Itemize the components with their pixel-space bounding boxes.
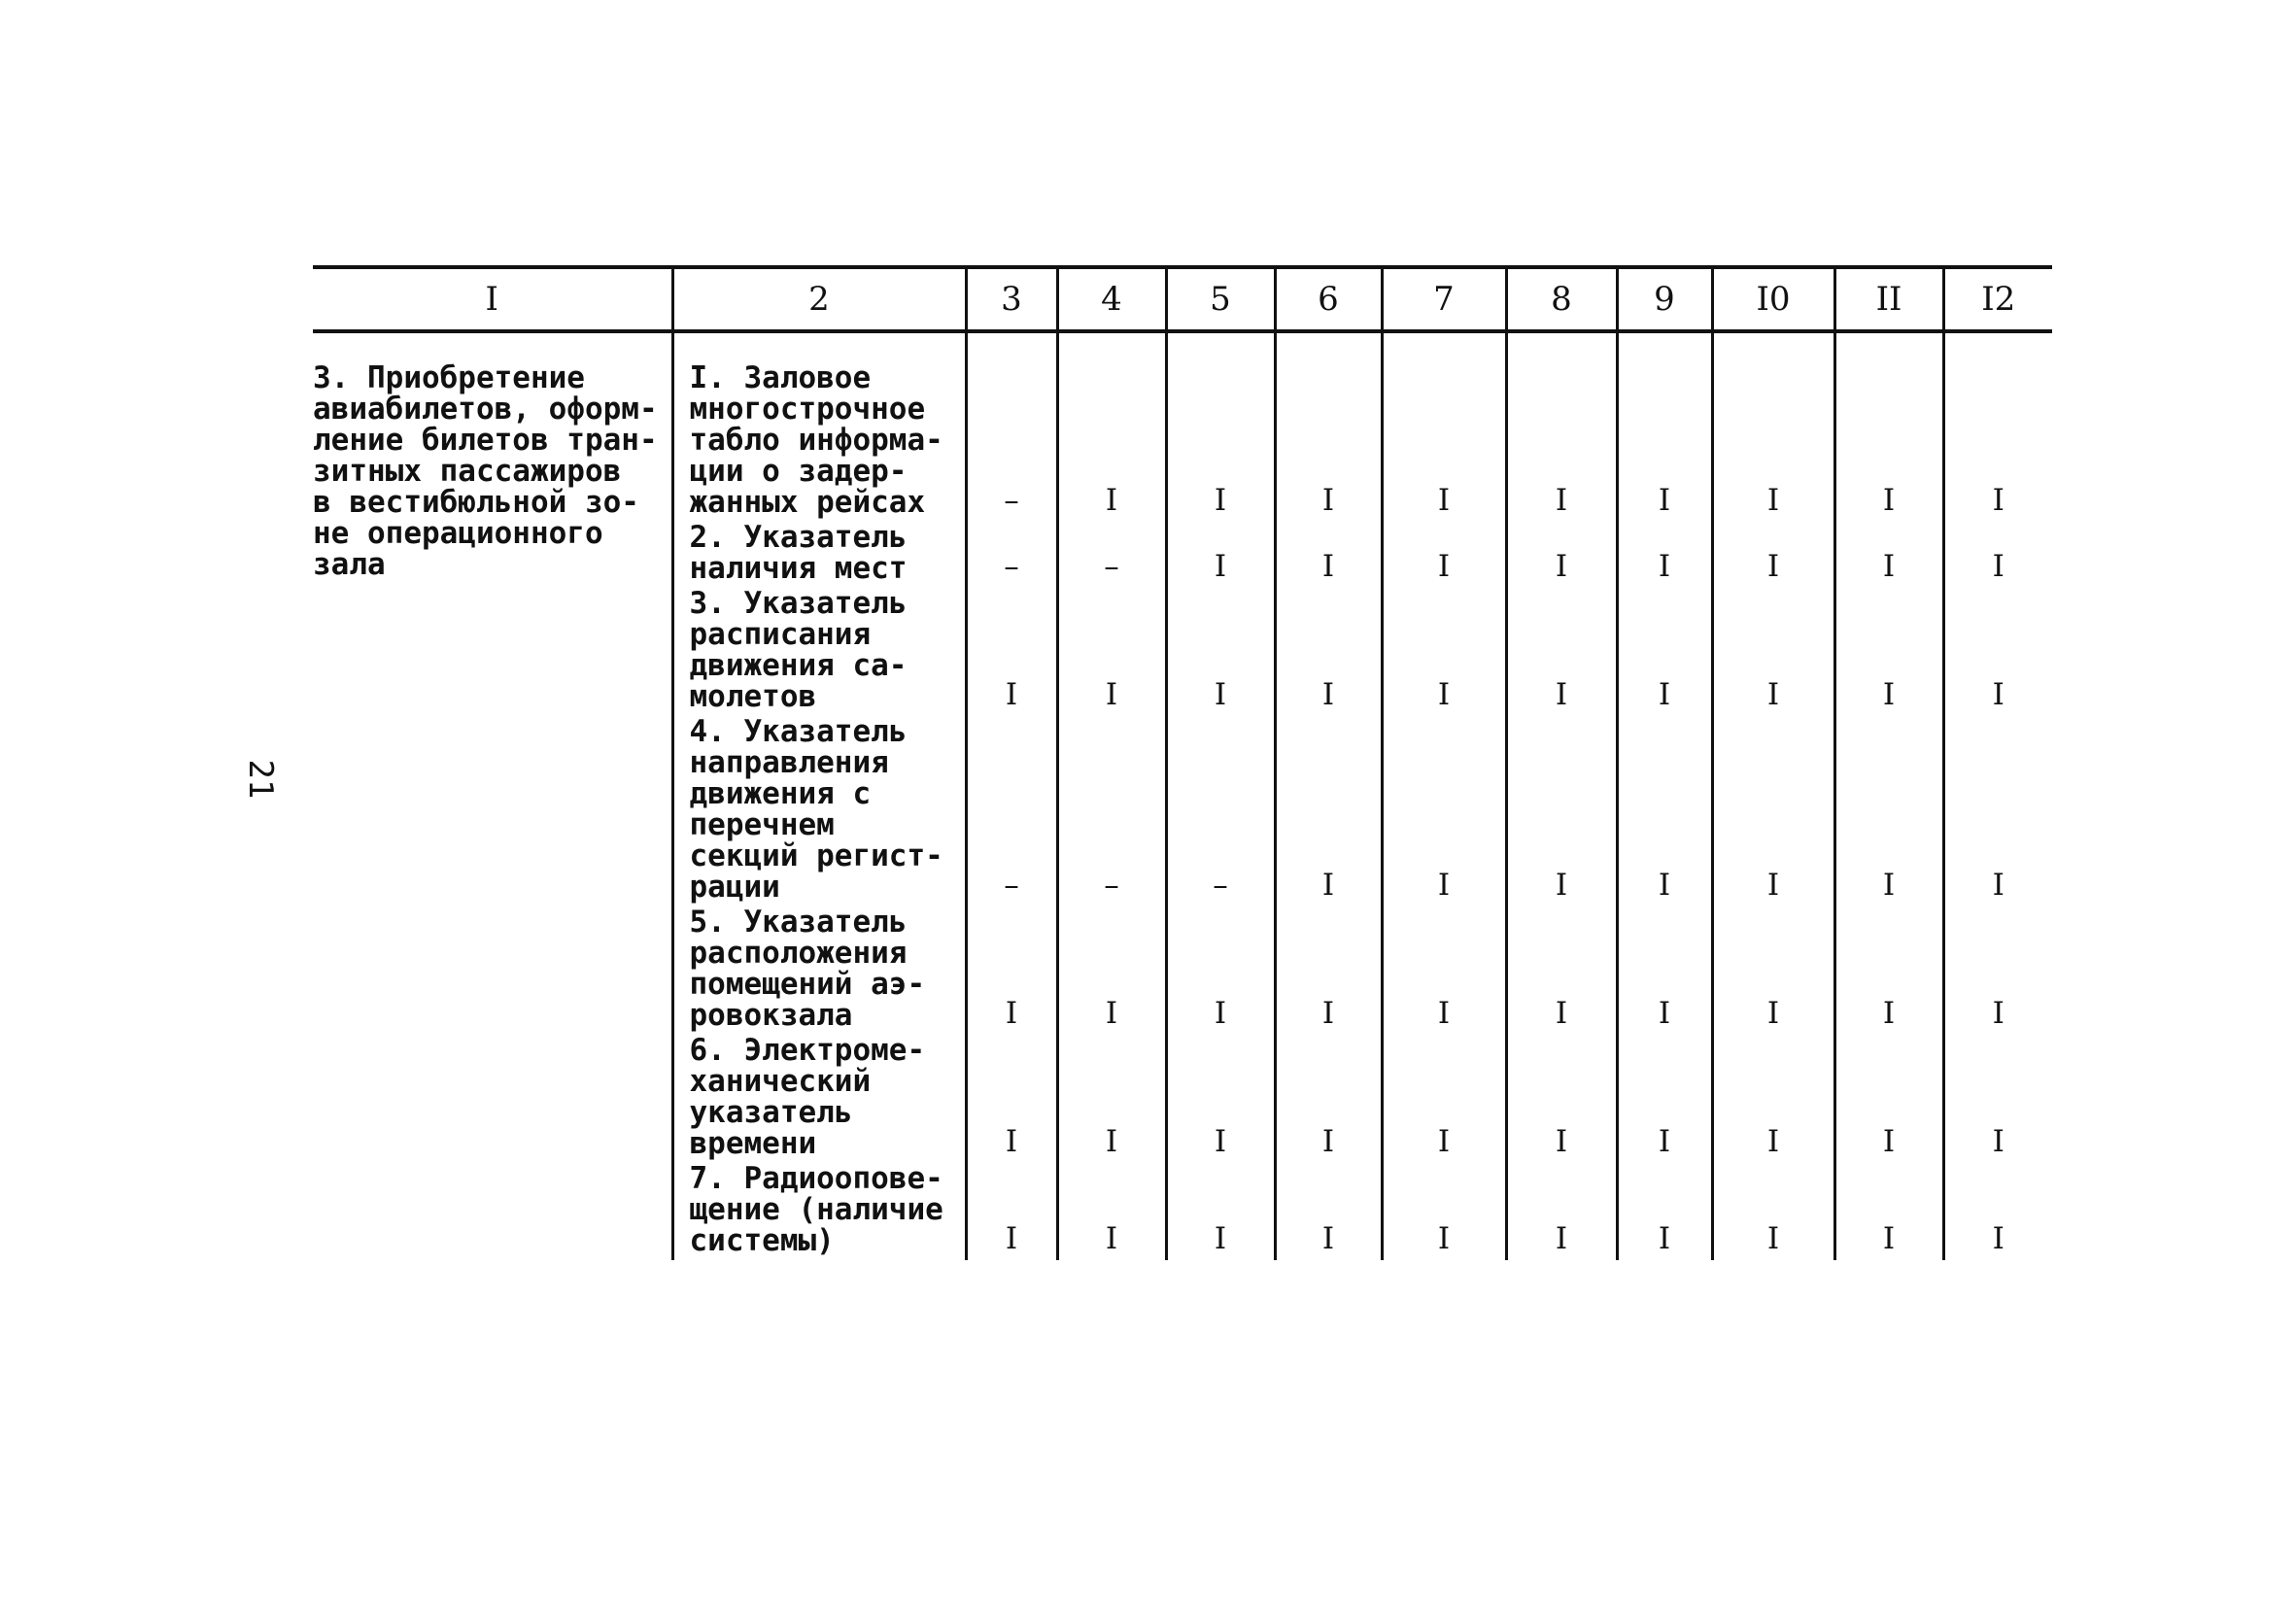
- value-cell: I: [1834, 716, 1943, 906]
- value-cell: I: [1943, 588, 2052, 716]
- value-cell: I: [1943, 906, 2052, 1035]
- value-cell: I: [1382, 906, 1506, 1035]
- value-cell: I: [1712, 362, 1834, 522]
- value-cell: I: [1382, 522, 1506, 588]
- value-cell: I: [1943, 1035, 2052, 1163]
- value-cell: I: [1506, 716, 1617, 906]
- column-header: II: [1834, 267, 1943, 331]
- column-header: I2: [1943, 267, 2052, 331]
- value-cell: I: [1057, 588, 1166, 716]
- value-cell: I: [1382, 588, 1506, 716]
- value-cell: I: [1617, 1035, 1712, 1163]
- value-cell: I: [1617, 716, 1712, 906]
- value-cell: –: [966, 362, 1057, 522]
- value-cell: I: [1943, 522, 2052, 588]
- value-cell: I: [1506, 906, 1617, 1035]
- value-cell: I: [1166, 1035, 1275, 1163]
- value-cell: I: [1712, 906, 1834, 1035]
- value-cell: I: [1834, 1163, 1943, 1260]
- value-cell: I: [1382, 362, 1506, 522]
- value-cell: I: [1275, 522, 1382, 588]
- column-header: 5: [1166, 267, 1275, 331]
- value-cell: I: [1275, 362, 1382, 522]
- item-cell: 4. Указатель направления движения с перечнем секций регист- рации: [672, 716, 966, 906]
- column-header: I0: [1712, 267, 1834, 331]
- column-header: I: [313, 267, 672, 331]
- value-cell: I: [1166, 362, 1275, 522]
- value-cell: I: [1275, 588, 1382, 716]
- value-cell: I: [966, 588, 1057, 716]
- value-cell: I: [966, 1035, 1057, 1163]
- item-cell: 5. Указатель расположения помещений аэ- ровокзала: [672, 906, 966, 1035]
- value-cell: I: [1712, 1163, 1834, 1260]
- value-cell: –: [966, 522, 1057, 588]
- value-cell: I: [1275, 1163, 1382, 1260]
- value-cell: I: [1506, 362, 1617, 522]
- value-cell: I: [1506, 588, 1617, 716]
- item-cell: 3. Указатель расписания движения са- молетов: [672, 588, 966, 716]
- column-header: 9: [1617, 267, 1712, 331]
- value-cell: I: [1943, 716, 2052, 906]
- column-header: 7: [1382, 267, 1506, 331]
- value-cell: I: [1382, 716, 1506, 906]
- value-cell: –: [1166, 716, 1275, 906]
- value-cell: I: [1057, 1035, 1166, 1163]
- value-cell: I: [1712, 522, 1834, 588]
- value-cell: –: [1057, 522, 1166, 588]
- value-cell: I: [1166, 588, 1275, 716]
- value-cell: I: [1506, 1163, 1617, 1260]
- value-cell: I: [1382, 1163, 1506, 1260]
- value-cell: I: [966, 1163, 1057, 1260]
- value-cell: I: [1057, 1163, 1166, 1260]
- column-header: 6: [1275, 267, 1382, 331]
- value-cell: I: [1834, 906, 1943, 1035]
- item-cell: I. Заловое многострочное табло информа- ции о задер- жанных рейсах: [672, 362, 966, 522]
- value-cell: I: [1166, 906, 1275, 1035]
- value-cell: I: [1834, 1035, 1943, 1163]
- value-cell: I: [1275, 1035, 1382, 1163]
- table-header-row: [313, 267, 2052, 331]
- column-header: 2: [672, 267, 966, 331]
- value-cell: I: [1617, 906, 1712, 1035]
- value-cell: I: [1166, 1163, 1275, 1260]
- value-cell: I: [966, 906, 1057, 1035]
- value-cell: I: [1275, 906, 1382, 1035]
- value-cell: I: [1057, 906, 1166, 1035]
- value-cell: I: [1834, 588, 1943, 716]
- value-cell: I: [1617, 522, 1712, 588]
- item-cell: 7. Радиооповe- щение (наличие системы): [672, 1163, 966, 1260]
- value-cell: I: [1943, 362, 2052, 522]
- value-cell: –: [1057, 716, 1166, 906]
- item-cell: 6. Электроме- ханический указатель времени: [672, 1035, 966, 1163]
- value-cell: –: [966, 716, 1057, 906]
- item-cell: 2. Указатель наличия мест: [672, 522, 966, 588]
- column-header: 3: [966, 267, 1057, 331]
- value-cell: I: [1506, 522, 1617, 588]
- value-cell: I: [1275, 716, 1382, 906]
- column-header: 8: [1506, 267, 1617, 331]
- value-cell: I: [1617, 588, 1712, 716]
- value-cell: I: [1834, 522, 1943, 588]
- value-cell: I: [1712, 588, 1834, 716]
- requirements-table: [313, 265, 2052, 1260]
- value-cell: I: [1382, 1035, 1506, 1163]
- spacer-row: [313, 331, 2052, 362]
- value-cell: I: [1943, 1163, 2052, 1260]
- value-cell: I: [1057, 362, 1166, 522]
- column-header: 4: [1057, 267, 1166, 331]
- value-cell: I: [1166, 522, 1275, 588]
- activity-cell: 3. Приобретение авиабилетов, оформ- ление билетов тран- зитных пассажиров в вестибюльной зо- не операционного зала: [313, 360, 658, 582]
- page-number: 21: [241, 759, 280, 800]
- value-cell: I: [1712, 716, 1834, 906]
- value-cell: I: [1712, 1035, 1834, 1163]
- value-cell: I: [1834, 362, 1943, 522]
- value-cell: I: [1617, 362, 1712, 522]
- value-cell: I: [1617, 1163, 1712, 1260]
- value-cell: I: [1506, 1035, 1617, 1163]
